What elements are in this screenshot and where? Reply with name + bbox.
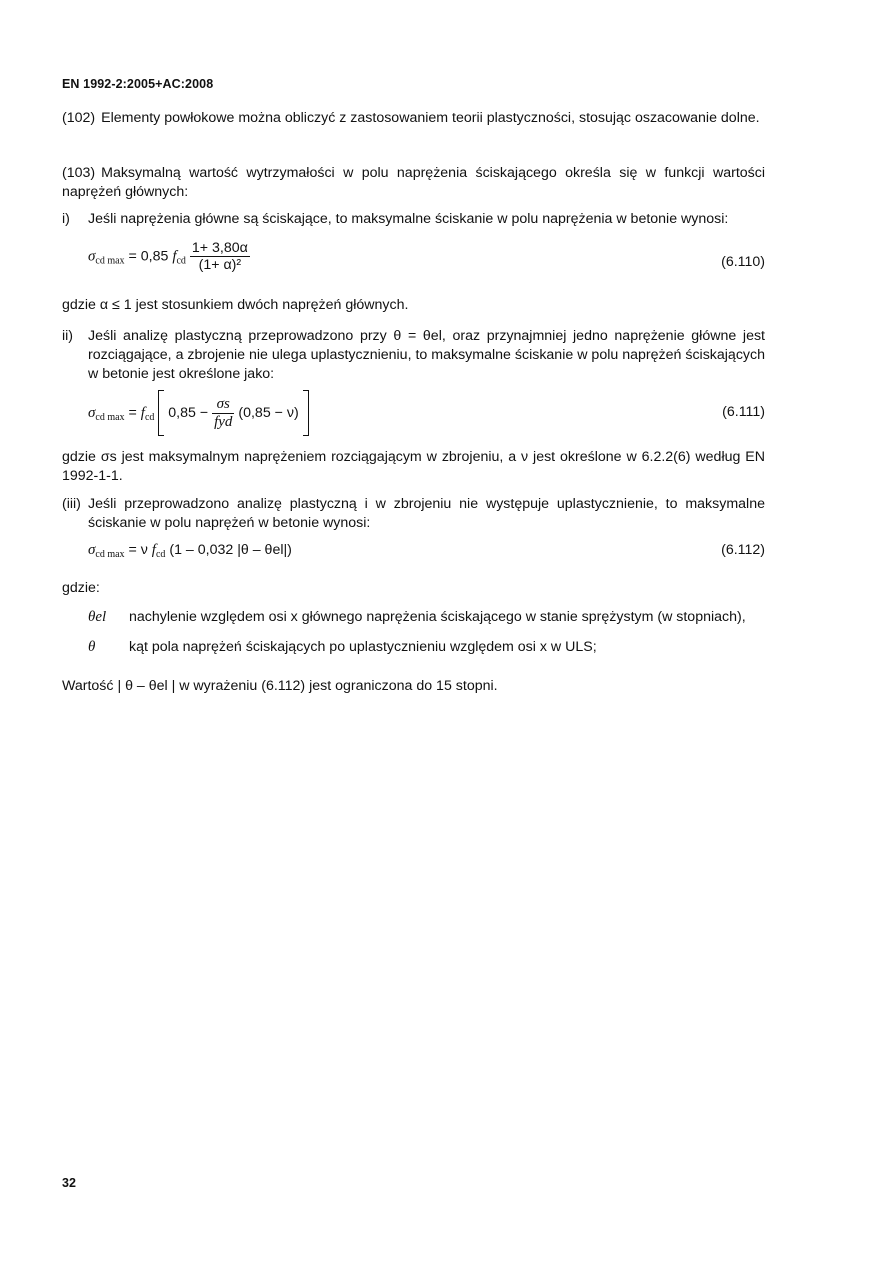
definition-row — [88, 608, 765, 628]
list-text: Jeśli analizę plastyczną przeprowadzono przy θ = θel, oraz przynajmniej jedno naprężenie główne jest rozciągające, a zbrojenie nie ulega uplastycznieniu, to maksymalne ściskanie w polu naprężeń ściskających w betonie jest określone jako: — [88, 328, 765, 382]
fraction — [190, 240, 250, 273]
paragraph-number: (103) — [62, 165, 96, 181]
list-label: ii) — [62, 328, 74, 344]
denominator: fyd — [214, 413, 233, 430]
list-label: i) — [62, 211, 70, 227]
definition-symbol: θel — [88, 609, 107, 625]
sigma-symbol: σ — [88, 542, 96, 558]
rhs-term-a: = ν — [128, 542, 148, 558]
standard-header: EN 1992-2:2005+AC:2008 — [62, 77, 214, 91]
sigma-symbol: σ — [88, 404, 96, 421]
right-bracket — [303, 390, 309, 436]
sigma-subscript: cd max — [95, 549, 125, 560]
closing-paragraph: Wartość | θ – θel | w wyrażeniu (6.112) jest ograniczona do 15 stopni. — [62, 678, 498, 694]
sigma-symbol: σ — [88, 248, 96, 265]
list-item-iii — [62, 495, 765, 533]
definition-row — [88, 638, 765, 658]
page-number: 32 — [62, 1176, 76, 1190]
numerator: 1+ 3,80α — [191, 240, 248, 256]
numerator: σs — [212, 396, 234, 414]
inner-term-a: 0,85 − — [168, 404, 209, 421]
paragraph-text: Elementy powłokowe można obliczyć z zastosowaniem teorii plastyczności, stosując oszacowanie dolne. — [101, 110, 760, 126]
paragraph-number: (102) — [62, 110, 96, 126]
f-subscript: cd — [155, 549, 166, 560]
paragraph-after-ii: gdzie σs jest maksymalnym naprężeniem rozciągającym w zbrojeniu, a ν jest określone w 6.2.2(6) według EN 1992-1-1. — [62, 449, 765, 484]
where-label: gdzie: — [62, 580, 100, 596]
equation-6-112 — [88, 542, 765, 566]
f-subscript: cd — [144, 411, 155, 423]
sigma-subscript: cd max — [95, 411, 125, 423]
paragraph-103 — [62, 164, 765, 202]
equals-coefficient: = 0,85 — [128, 248, 169, 265]
paragraph-after-i: gdzie α ≤ 1 jest stosunkiem dwóch naprężeń głównych. — [62, 297, 409, 313]
list-text: Jeśli naprężenia główne są ściskające, to maksymalne ściskanie w polu naprężenia w betonie wynosi: — [88, 211, 729, 227]
rhs-term-b: (1 – 0,032 |θ – θel|) — [169, 542, 292, 558]
f-symbol: f — [140, 404, 145, 421]
equation-6-111 — [88, 390, 765, 440]
paragraph-text: Maksymalną wartość wytrzymałości w polu naprężenia ściskającego określa się w funkcji wartości naprężeń głównych: — [62, 165, 765, 200]
fraction — [212, 396, 234, 431]
equals-sign: = — [128, 404, 137, 421]
denominator: (1+ α)² — [198, 257, 242, 273]
list-label: (iii) — [62, 496, 81, 512]
f-symbol: f — [172, 248, 177, 265]
f-symbol: f — [151, 542, 156, 558]
equation-number: (6.111) — [722, 404, 765, 420]
list-text: Jeśli przeprowadzono analizę plastyczną i w zbrojeniu nie występuje uplastycznienie, to maksymalne ściskanie w polu naprężeń w betonie wynosi: — [88, 496, 765, 531]
inner-term-b: (0,85 − ν) — [238, 404, 299, 421]
sigma-subscript: cd max — [95, 255, 125, 267]
definition-symbol: θ — [88, 639, 96, 655]
equation-number: (6.112) — [721, 542, 765, 558]
f-subscript: cd — [176, 255, 186, 267]
list-item-i — [62, 210, 765, 229]
equation-number: (6.110) — [721, 254, 765, 270]
list-item-ii — [62, 327, 765, 384]
paragraph-102 — [62, 109, 765, 128]
definition-text: kąt pola naprężeń ściskających po uplastycznieniu względem osi x w ULS; — [129, 639, 597, 655]
left-bracket — [158, 390, 164, 436]
definition-text: nachylenie względem osi x głównego naprężenia ściskającego w stanie sprężystym (w stopniach), — [129, 609, 746, 625]
equation-6-110 — [88, 238, 765, 288]
